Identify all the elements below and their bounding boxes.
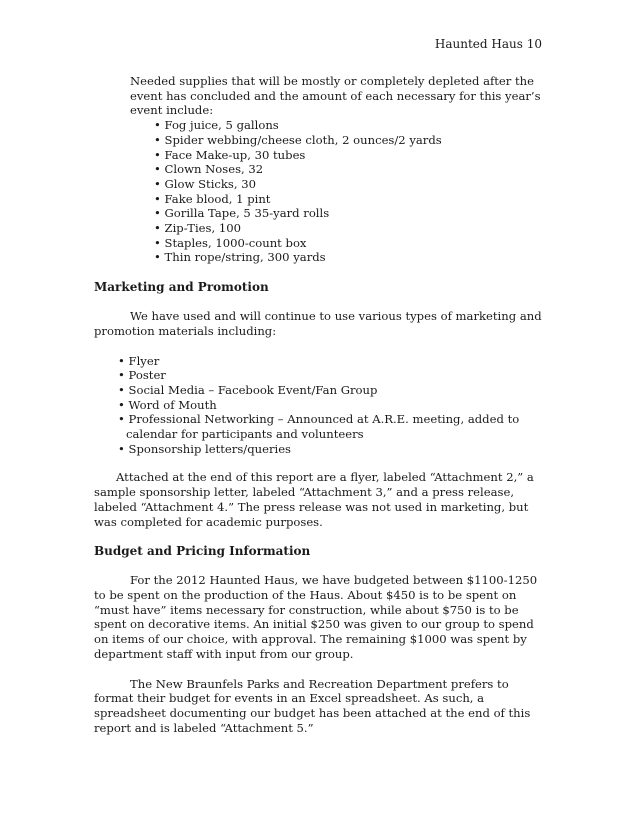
list-item: • Thin rope/string, 300 yards (154, 250, 546, 265)
list-item: • Poster (118, 368, 546, 383)
supplies-list (154, 118, 546, 265)
budget-paragraph-1: For the 2012 Haunted Haus, we have budgeted between $1100-1250 to be spent on the production of the Haus. About $450 is to be spent on “must have” items necessary for construction, while about $750 is to be spent on decorative items. An initial $250 was given to our group to spend on items of our choice, with approval. The remaining $1000 was spent by department staff with input from our group. (94, 573, 538, 661)
list-item: • Professional Networking – Announced at A.R.E. meeting, added to calendar for participants and volunteers (118, 412, 546, 441)
list-item: • Gorilla Tape, 5 35-yard rolls (154, 206, 546, 221)
list-item: • Sponsorship letters/queries (118, 442, 546, 457)
list-item: • Word of Mouth (118, 398, 546, 413)
section-heading-marketing: Marketing and Promotion (94, 280, 269, 295)
supplies-intro: Needed supplies that will be mostly or completely depleted after the event has concluded and the amount of each necessary for this year’s event include: (130, 74, 541, 118)
list-item: • Fog juice, 5 gallons (154, 118, 546, 133)
attachments-paragraph: Attached at the end of this report are a flyer, labeled “Attachment 2,” a sample sponsorship letter, labeled “Attachment 3,” and a press release, labeled “Attachment 4.” The press release was not used in marketing, but was completed for academic purposes. (94, 470, 534, 529)
list-item: • Clown Noses, 32 (154, 162, 546, 177)
promotion-list (118, 354, 546, 457)
list-item: • Fake blood, 1 pint (154, 192, 546, 207)
list-item: • Spider webbing/cheese cloth, 2 ounces/2 yards (154, 133, 546, 148)
list-item: • Staples, 1000-count box (154, 236, 546, 251)
list-item: • Social Media – Facebook Event/Fan Group (118, 383, 546, 398)
list-item: • Flyer (118, 354, 546, 369)
list-item: • Face Make-up, 30 tubes (154, 148, 546, 163)
page-body (94, 74, 546, 735)
marketing-intro: We have used and will continue to use various types of marketing and promotion materials including: (94, 309, 542, 338)
budget-paragraph-2: The New Braunfels Parks and Recreation Department prefers to format their budget for events in an Excel spreadsheet. As such, a spreadsheet documenting our budget has been attached at the end of this report and is labeled “Attachment 5.” (94, 676, 531, 735)
list-item: • Zip-Ties, 100 (154, 221, 546, 236)
list-item: • Glow Sticks, 30 (154, 177, 546, 192)
section-heading-budget: Budget and Pricing Information (94, 544, 311, 559)
running-header: Haunted Haus 10 (434, 37, 542, 51)
